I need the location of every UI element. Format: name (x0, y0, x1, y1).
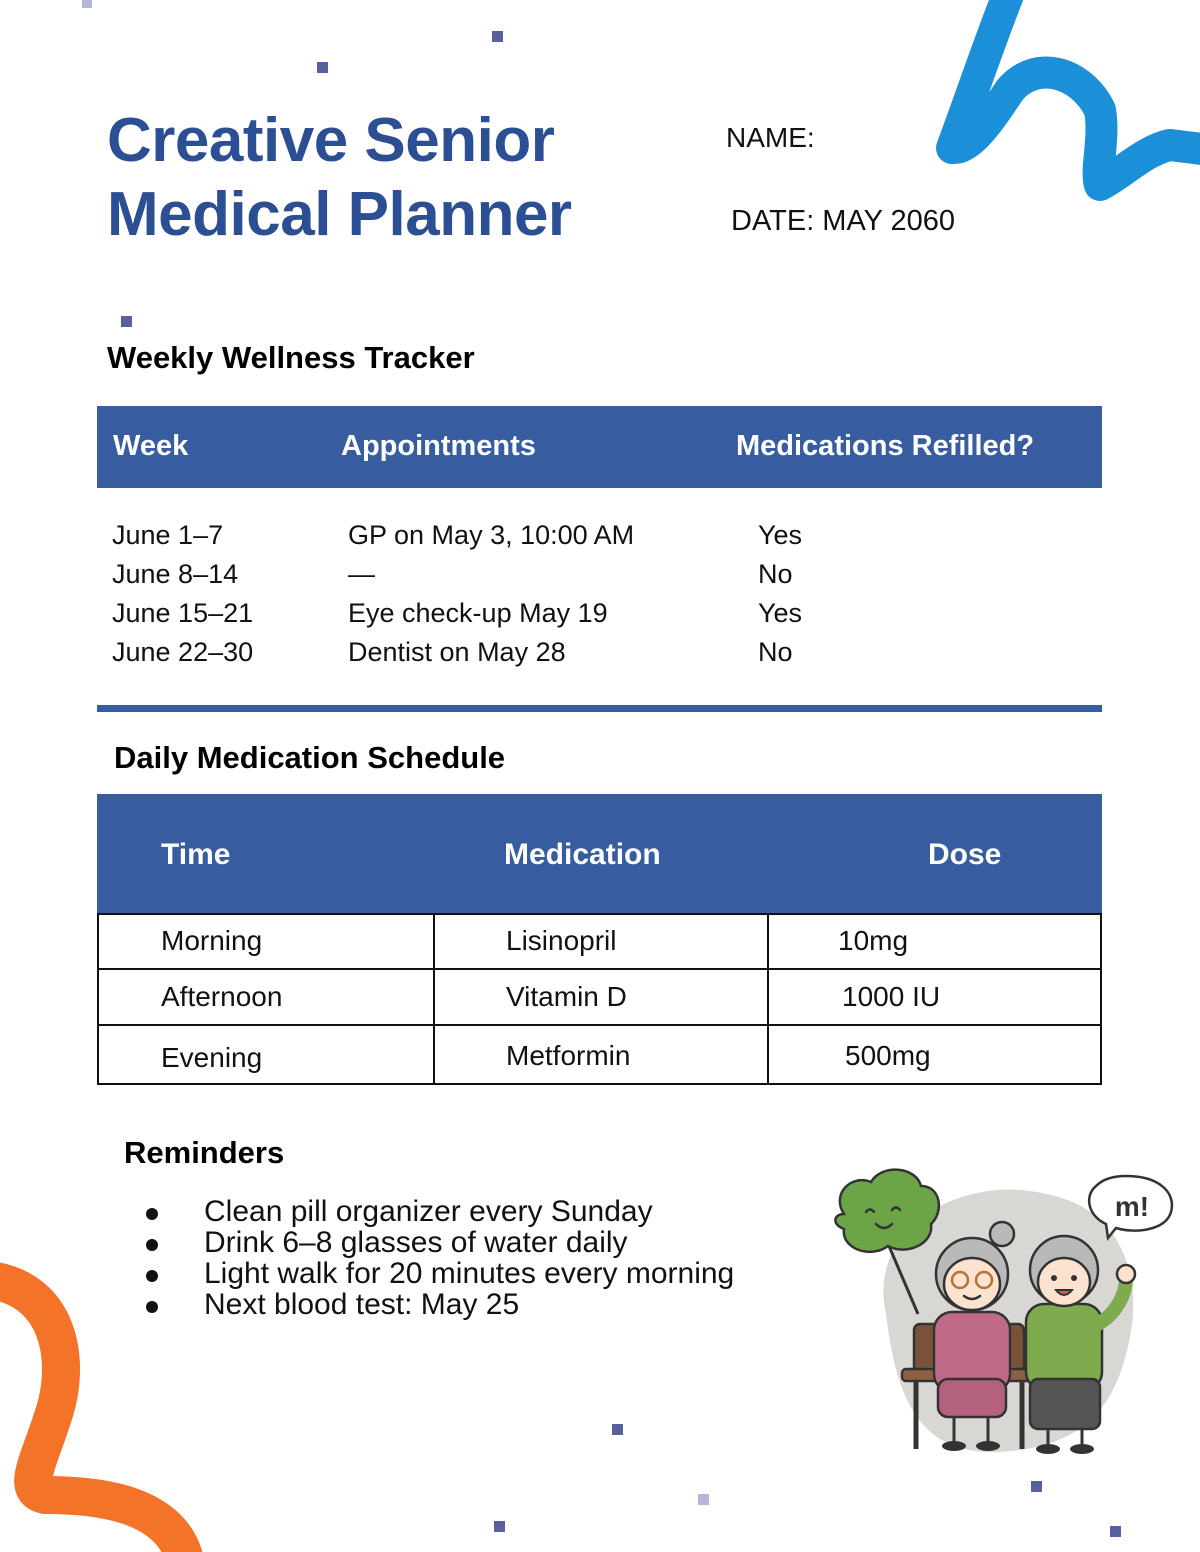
medication-table (97, 794, 1102, 1085)
refilled-cell: Yes (758, 598, 803, 628)
table-row (99, 1026, 1100, 1083)
confetti-square (612, 1424, 623, 1435)
confetti-square (82, 0, 92, 8)
table-row (97, 559, 1102, 598)
reminder-text: Clean pill organizer every Sunday (204, 1195, 653, 1228)
confetti-square (494, 1521, 505, 1532)
dose-cell: 10mg (838, 925, 909, 956)
reminder-text: Next blood test: May 25 (204, 1288, 520, 1321)
week-cell: June 15–21 (112, 598, 254, 628)
table-row (97, 637, 1102, 676)
blue-squiggle-decoration (930, 0, 1200, 215)
column-header-medication: Medication (504, 838, 661, 871)
page-title (107, 104, 572, 252)
bullet-icon (146, 1301, 158, 1313)
time-cell: Afternoon (161, 981, 283, 1012)
wellness-table-bottom-rule (97, 705, 1102, 712)
column-header-week: Week (113, 430, 189, 462)
reminders-title: Reminders (124, 1135, 285, 1170)
reminder-text: Light walk for 20 minutes every morning (204, 1257, 735, 1290)
confetti-square (317, 62, 328, 73)
appointment-cell: Eye check-up May 19 (348, 598, 608, 628)
appointment-cell: GP on May 3, 10:00 AM (348, 520, 635, 550)
refilled-cell: No (758, 559, 793, 589)
table-row (99, 970, 1100, 1026)
name-label: NAME: (726, 122, 815, 153)
column-header-appointments: Appointments (341, 430, 536, 462)
refilled-cell: Yes (758, 520, 803, 550)
table-row (97, 598, 1102, 637)
reminder-text: Drink 6–8 glasses of water daily (204, 1226, 628, 1259)
time-cell: Evening (161, 1042, 263, 1073)
appointment-cell: — (348, 559, 375, 589)
wellness-table-body (97, 520, 1102, 680)
wellness-tracker-title: Weekly Wellness Tracker (107, 340, 475, 375)
confetti-square (121, 316, 132, 327)
list-item (140, 1227, 734, 1258)
week-cell: June 1–7 (112, 520, 224, 550)
confetti-square (1031, 1481, 1042, 1492)
bullet-icon (146, 1239, 158, 1251)
speech-bubble-text: m! (1114, 1191, 1150, 1222)
week-cell: June 22–30 (112, 637, 254, 667)
title-line-1: Creative Senior (107, 106, 555, 175)
column-header-medications-refilled: Medications Refilled? (736, 430, 1035, 462)
medication-table-body (97, 913, 1102, 1085)
confetti-square (1110, 1526, 1121, 1537)
column-header-dose: Dose (928, 838, 1002, 871)
tree-icon (835, 1170, 939, 1252)
confetti-square (698, 1494, 709, 1505)
column-header-time: Time (161, 838, 231, 871)
table-row (97, 520, 1102, 559)
week-cell: June 8–14 (112, 559, 239, 589)
confetti-square (492, 31, 503, 42)
title-line-2: Medical Planner (107, 180, 572, 249)
medication-cell: Metformin (506, 1040, 631, 1071)
appointment-cell: Dentist on May 28 (348, 637, 566, 667)
list-item (140, 1196, 734, 1227)
medication-cell: Lisinopril (506, 925, 617, 956)
medication-table-header (97, 794, 1102, 913)
wellness-table-header (97, 406, 1102, 488)
medication-schedule-title: Daily Medication Schedule (114, 740, 506, 775)
reminders-list (140, 1196, 734, 1320)
time-cell: Morning (161, 925, 263, 956)
list-item (140, 1258, 734, 1289)
medication-cell: Vitamin D (506, 981, 627, 1012)
list-item (140, 1289, 734, 1320)
seniors-illustration (826, 1164, 1182, 1460)
dose-cell: 1000 IU (842, 981, 941, 1012)
table-row (99, 915, 1100, 970)
refilled-cell: No (758, 637, 793, 667)
date-label: DATE: MAY 2060 (731, 205, 956, 237)
dose-cell: 500mg (845, 1040, 931, 1071)
bullet-icon (146, 1270, 158, 1282)
bullet-icon (146, 1208, 158, 1220)
